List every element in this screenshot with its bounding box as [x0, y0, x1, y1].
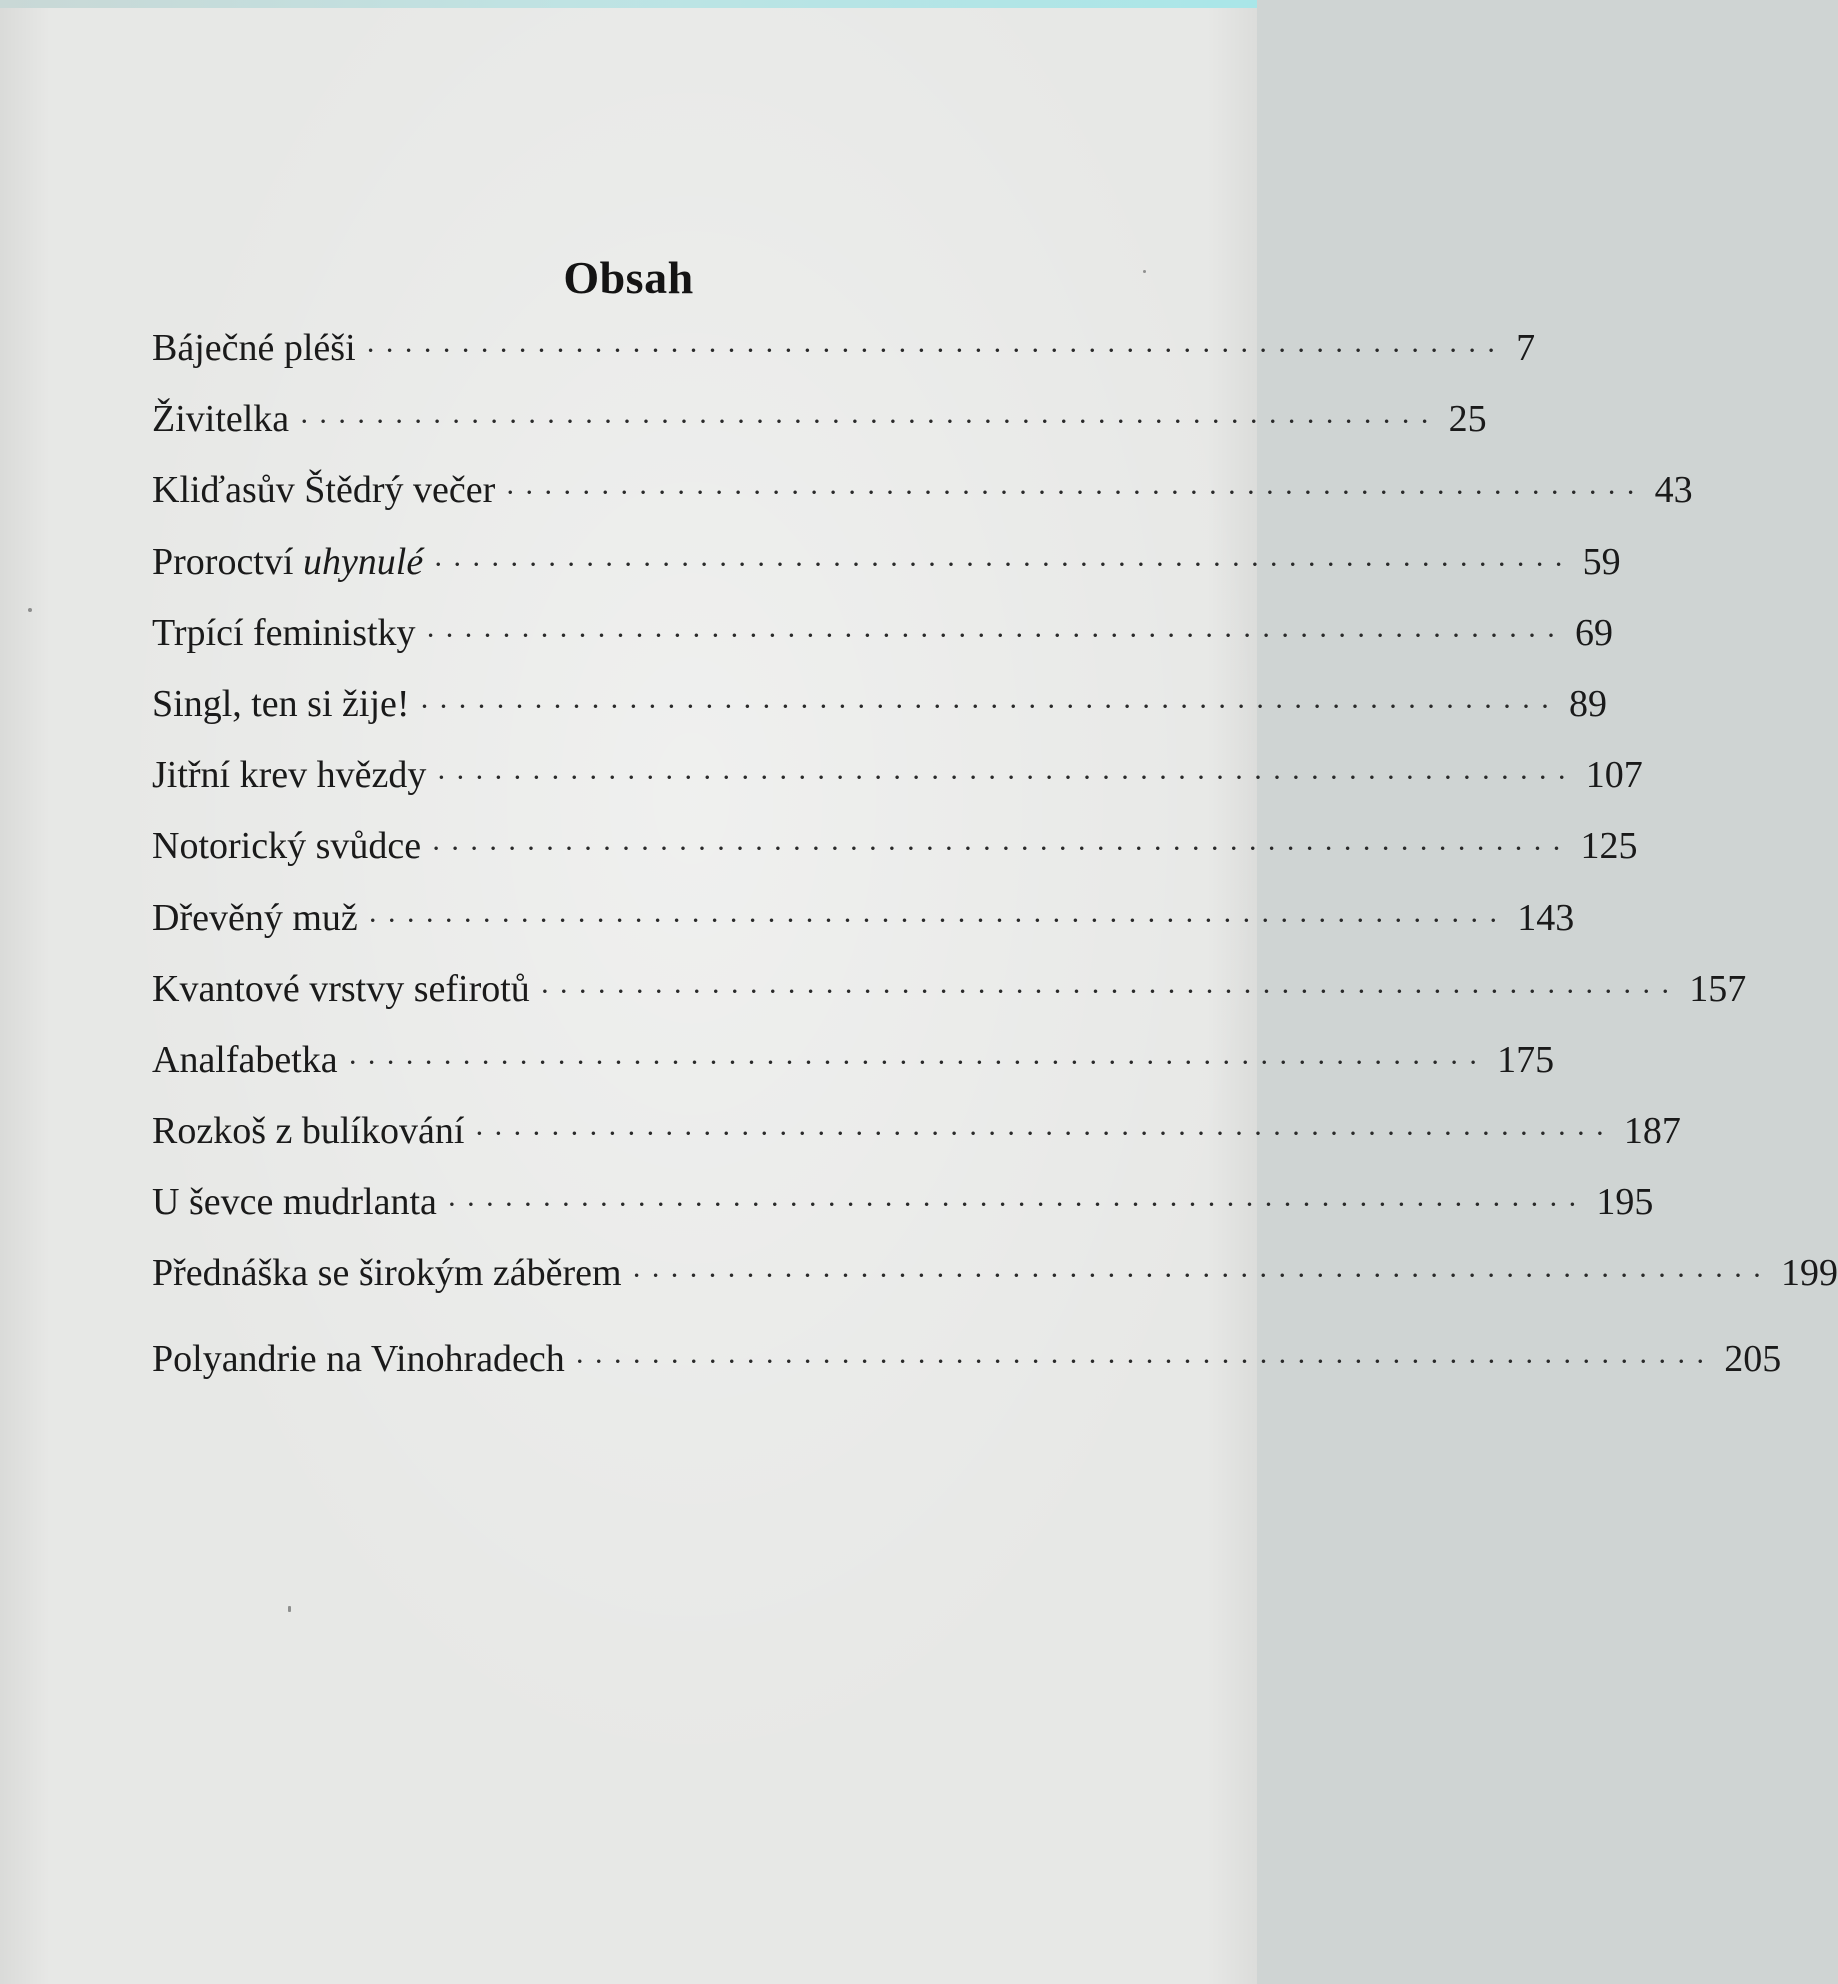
entry-title [152, 540, 423, 584]
entry-title: Rozkoš z bulíkování [152, 1110, 465, 1153]
dot-leader: ···························································· [365, 334, 1506, 367]
entry-page-number: 157 [1689, 967, 1747, 1010]
dot-leader: ···························································· [425, 618, 1565, 652]
entry-page-number: 175 [1497, 1038, 1555, 1081]
entry-page-number: 89 [1568, 682, 1607, 725]
dot-leader: ···························································· [367, 903, 1508, 937]
dot-leader: ···························································· [299, 405, 1439, 439]
paper-speck [288, 1606, 291, 1612]
dot-leader: ···························································· [505, 476, 1645, 510]
entry-title: Přednáška se širokým záběrem [152, 1252, 622, 1295]
entry-page-number: 187 [1623, 1110, 1681, 1153]
entry-page-number: 143 [1517, 896, 1575, 939]
entry-page-number: 69 [1574, 611, 1613, 654]
toc-entry [152, 753, 1643, 824]
dot-leader: ···························································· [347, 1045, 1488, 1079]
entry-page-number: 59 [1582, 540, 1621, 583]
entry-title: Jitřní krev hvězdy [152, 754, 427, 797]
entry-title: Kvantové vrstvy sefirotů [152, 967, 530, 1010]
toc-entry [152, 326, 1536, 397]
entry-title-regular: Proroctví [152, 540, 303, 583]
paper-speck [28, 608, 32, 612]
toc-entry [152, 1038, 1555, 1109]
entry-page-number: 107 [1585, 754, 1643, 797]
entry-title: Singl, ten si žije! [152, 682, 410, 725]
toc-entry [152, 1337, 1782, 1408]
toc-entry [152, 1109, 1681, 1180]
toc-entry [152, 896, 1575, 967]
dot-leader: ···························································· [436, 761, 1576, 795]
book-page [0, 8, 1838, 1984]
entry-page-number: 125 [1580, 825, 1638, 868]
entry-title: Trpící feministky [152, 611, 416, 654]
toc-entry [152, 540, 1621, 611]
dot-leader: ···························································· [631, 1259, 1771, 1293]
toc-entry [152, 611, 1613, 682]
entry-title: Notorický svůdce [152, 825, 422, 868]
dot-leader: ···························································· [446, 1188, 1587, 1222]
dot-leader: ···························································· [433, 547, 1573, 581]
toc-entry [152, 1251, 1838, 1322]
dot-leader: ···························································· [574, 1344, 1715, 1378]
dot-leader: ···························································· [419, 689, 1559, 723]
entry-page-number: 43 [1654, 469, 1693, 512]
entry-title: Polyandrie na Vinohradech [152, 1337, 565, 1380]
table-of-contents [152, 326, 1838, 1408]
dot-leader: ···························································· [474, 1117, 1614, 1151]
entry-page-number: 25 [1448, 398, 1487, 441]
entry-title: Analfabetka [152, 1038, 338, 1081]
entry-page-number: 199 [1781, 1252, 1838, 1295]
toc-entry [152, 397, 1487, 468]
paper-speck [1143, 270, 1146, 273]
toc-entry [152, 682, 1607, 753]
toc-entry [152, 468, 1693, 539]
entry-title: Dřevěný muž [152, 896, 358, 939]
entry-title: Báječné pléši [152, 327, 356, 369]
entry-page-number: 205 [1724, 1337, 1782, 1380]
entry-title: Živitelka [152, 398, 290, 441]
dot-leader: ···························································· [539, 974, 1680, 1008]
entry-title: U ševce mudrlanta [152, 1181, 437, 1224]
entry-title-italic: uhynulé [302, 540, 424, 583]
entry-title: Kliďasův Štědrý večer [152, 469, 496, 512]
entry-page-number: 195 [1596, 1181, 1654, 1224]
dot-leader: ···························································· [431, 832, 1571, 866]
toc-entry [152, 967, 1747, 1038]
toc-entry [152, 824, 1638, 895]
toc-entry [152, 1180, 1654, 1251]
entry-page-number: 7 [1516, 327, 1536, 369]
page-title: Obsah [563, 252, 694, 303]
